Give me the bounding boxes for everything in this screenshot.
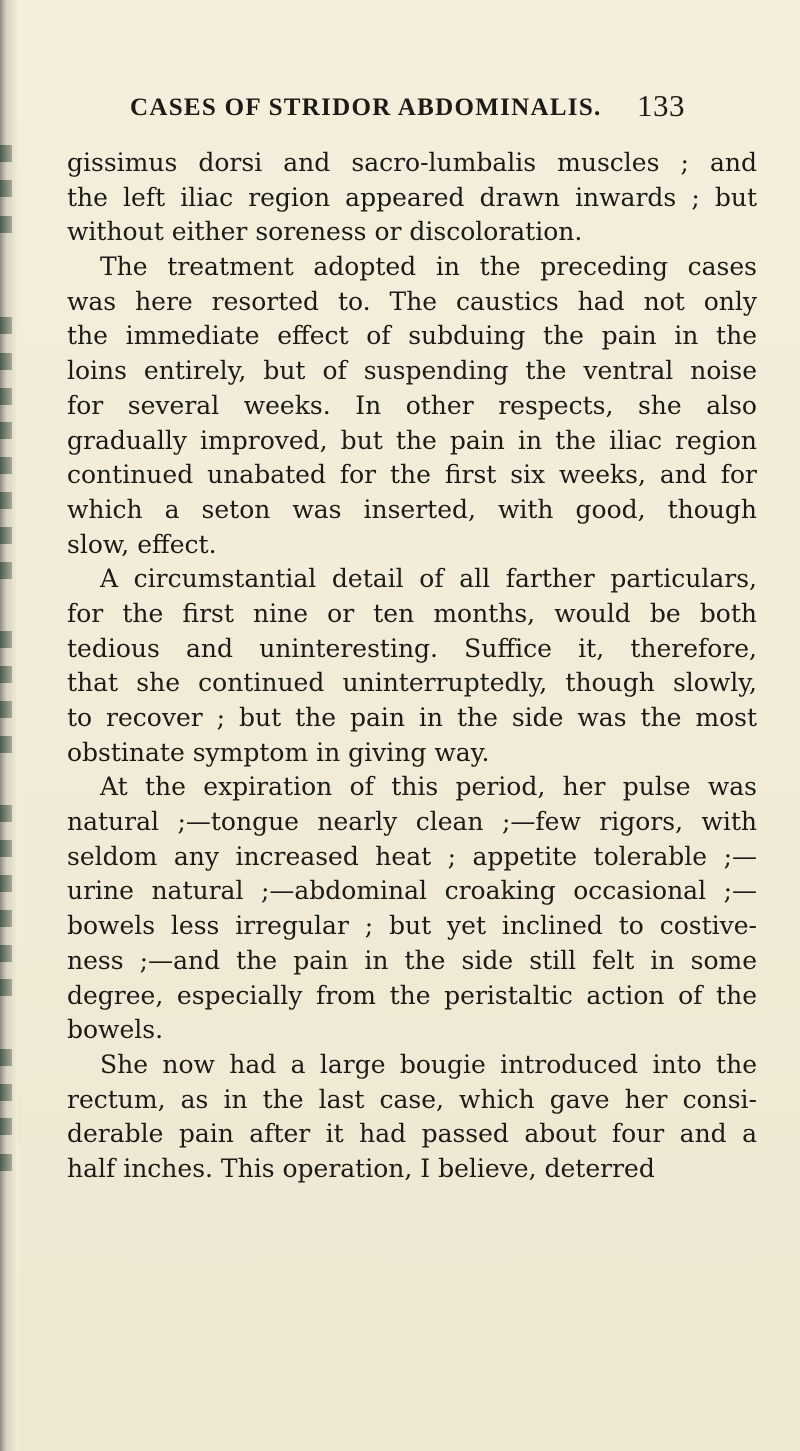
- text-line: A circumstantial detail of all farther particulars,: [100, 564, 757, 594]
- text-line: rectum, as in the last case, which gave her consi-: [67, 1084, 757, 1114]
- text-line: degree, especially from the peristaltic action of the: [67, 980, 757, 1010]
- page-number: 133: [637, 88, 685, 123]
- binding-mark: [0, 840, 12, 857]
- binding-mark: [0, 1084, 12, 1101]
- text-line: gissimus dorsi and sacro-lumbalis muscles ; and: [67, 148, 757, 177]
- binding-mark: [0, 910, 12, 927]
- text-line: was here resorted to. The caustics had not only: [67, 286, 757, 316]
- text-line: urine natural ;—abdominal croaking occasional ;—: [67, 876, 757, 906]
- binding-mark: [0, 562, 12, 579]
- text-line: obstinate symptom in giving way.: [67, 737, 490, 767]
- text-line: for several weeks. In other respects, she also: [67, 390, 757, 420]
- binding-mark: [0, 945, 12, 962]
- binding-mark: [0, 216, 12, 233]
- binding-mark: [0, 631, 12, 648]
- text-line: continued unabated for the first six weeks, and for: [67, 460, 757, 490]
- text-line: derable pain after it had passed about four and a: [67, 1119, 757, 1149]
- text-line: At the expiration of this period, her pulse was: [100, 772, 757, 802]
- text-line: bowels less irregular ; but yet inclined to costive-: [67, 911, 757, 941]
- text-line: gradually improved, but the pain in the iliac region: [67, 425, 757, 455]
- text-line: seldom any increased heat ; appetite tolerable ;—: [67, 841, 757, 871]
- binding-mark: [0, 1049, 12, 1066]
- binding-mark: [0, 492, 12, 509]
- text-line: The treatment adopted in the preceding cases: [100, 252, 757, 282]
- text-line: that she continued uninterruptedly, though slowly,: [67, 668, 757, 698]
- binding-mark: [0, 422, 12, 439]
- text-line: the immediate effect of subduing the pain in the: [67, 321, 757, 351]
- text-line: to recover ; but the pain in the side was the most: [67, 703, 757, 732]
- text-line: tedious and uninteresting. Suffice it, therefore,: [67, 633, 757, 663]
- binding-mark: [0, 527, 12, 544]
- binding-mark: [0, 353, 12, 370]
- binding-mark: [0, 317, 12, 334]
- binding-mark: [0, 1118, 12, 1135]
- text-line: without either soreness or discoloration.: [67, 217, 583, 247]
- binding-mark: [0, 1154, 12, 1171]
- body-text: [67, 146, 757, 1187]
- text-line: half inches. This operation, I believe, deterred: [67, 1153, 655, 1183]
- running-title: CASES OF STRIDOR ABDOMINALIS.: [130, 94, 602, 121]
- binding-mark: [0, 145, 12, 162]
- text-line: the left iliac region appeared drawn inwards ; but: [67, 182, 757, 212]
- text-line: for the first nine or ten months, would be both: [67, 598, 757, 628]
- binding-mark: [0, 875, 12, 892]
- binding-mark: [0, 701, 12, 718]
- binding-mark: [0, 736, 12, 753]
- text-line: She now had a large bougie introduced into the: [100, 1049, 757, 1079]
- binding-mark: [0, 805, 12, 822]
- text-line: which a seton was inserted, with good, though: [67, 494, 757, 524]
- running-header: [130, 88, 685, 128]
- text-line: slow, effect.: [67, 529, 217, 559]
- text-line: loins entirely, but of suspending the ventral noise: [67, 356, 757, 386]
- binding-mark: [0, 457, 12, 474]
- binding-mark: [0, 388, 12, 405]
- text-line: ness ;—and the pain in the side still felt in some: [67, 945, 757, 975]
- binding-mark: [0, 180, 12, 197]
- binding-mark: [0, 666, 12, 683]
- text-line: natural ;—tongue nearly clean ;—few rigors, with: [67, 807, 757, 837]
- text-line: bowels.: [67, 1015, 164, 1045]
- binding-mark: [0, 979, 12, 996]
